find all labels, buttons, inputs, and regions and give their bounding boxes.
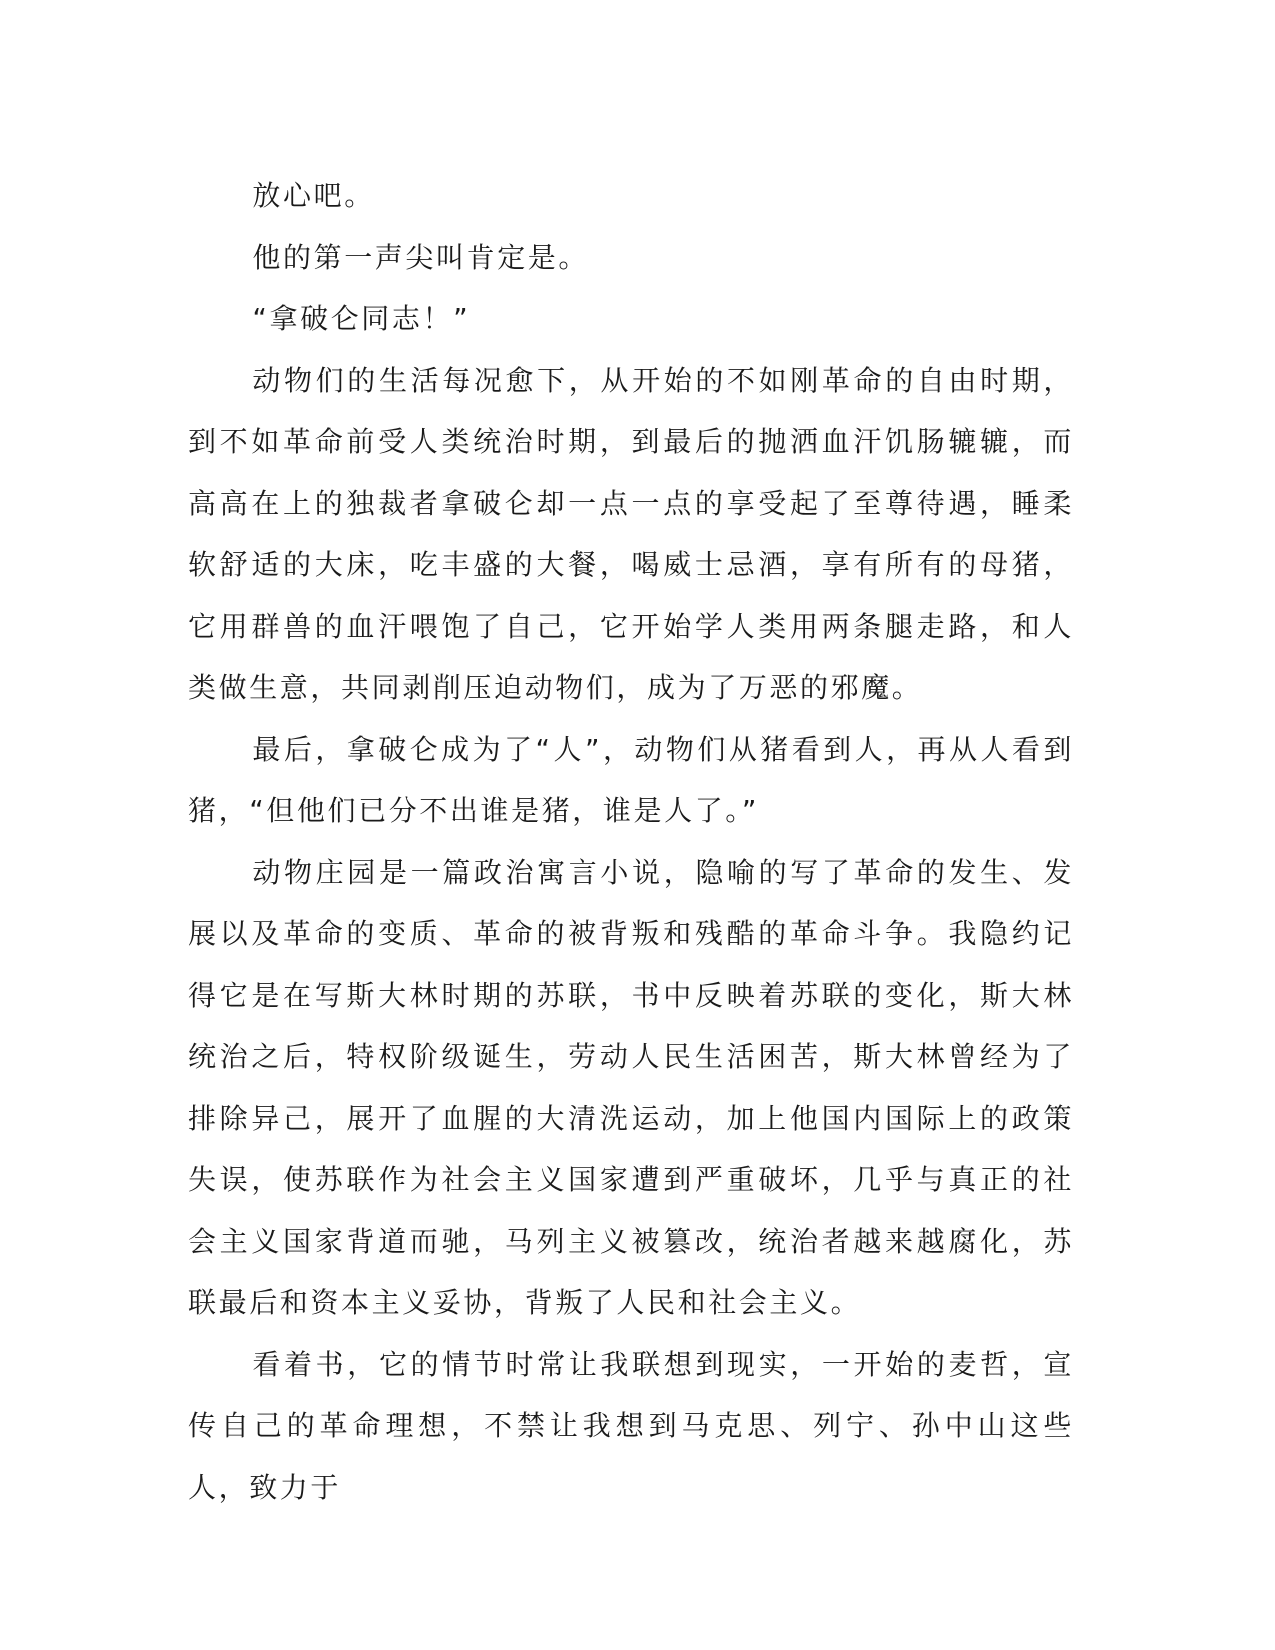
document-body [188,165,1074,1518]
paragraph: 动物庄园是一篇政治寓言小说，隐喻的写了革命的发生、发展以及革命的变质、革命的被背叛和残酷的革命斗争。我隐约记得它是在写斯大林时期的苏联，书中反映着苏联的变化，斯大林统治之后，特权阶级诞生，劳动人民生活困苦，斯大林曾经为了排除异己，展开了血腥的大清洗运动，加上他国内国际上的政策失误，使苏联作为社会主义国家遭到严重破坏，几乎与真正的社会主义国家背道而驰，马列主义被篡改，统治者越来越腐化，苏联最后和资本主义妥协，背叛了人民和社会主义。 [188,855,1074,1319]
paragraph: 最后，拿破仑成为了“人”，动物们从猪看到人，再从人看到猪，“但他们已分不出谁是猪，谁是人了。” [188,732,1074,827]
paragraph: 看着书，它的情节时常让我联想到现实，一开始的麦哲，宣传自己的革命理想，不禁让我想到马克思、列宁、孙中山这些人，致力于 [188,1347,1074,1504]
paragraph: 他的第一声尖叫肯定是。 [252,240,589,274]
paragraph: 放心吧。 [252,179,375,212]
paragraph: 动物们的生活每况愈下，从开始的不如刚革命的自由时期，到不如革命前受人类统治时期，到最后的抛洒血汗饥肠辘辘，而高高在上的独裁者拿破仑却一点一点的享受起了至尊待遇，睡柔软舒适的大床，吃丰盛的大餐，喝威士忌酒，享有所有的母猪，它用群兽的血汗喂饱了自己，它开始学人类用两条腿走路，和人类做生意，共同剥削压迫动物们，成为了万恶的邪魔。 [188,363,1074,704]
paragraph: “拿破仑同志！” [252,302,471,335]
